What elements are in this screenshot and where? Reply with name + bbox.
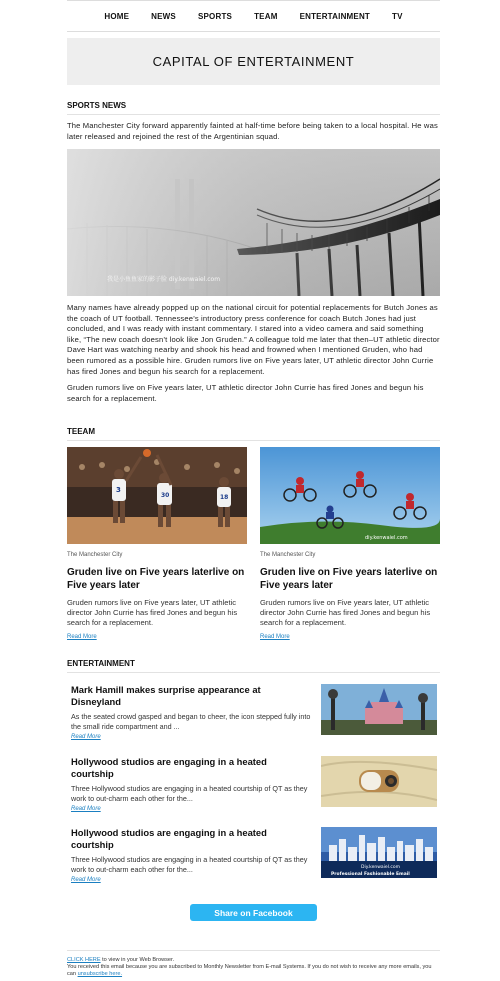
nav-news[interactable]: NEWS: [151, 11, 176, 21]
hero-banner: [67, 38, 440, 85]
footer-line-1-text: to view in your Web Browser.: [100, 957, 175, 963]
read-more-link[interactable]: Read More: [71, 806, 101, 813]
section-title-entertainment: ENTERTAINMENT: [67, 659, 440, 673]
entertainment-text: As the seated crowd gasped and began to cheer, the icon stepped fully into the small ride compartment and ...: [71, 712, 311, 731]
entertainment-text: Three Hollywood studios are engaging in a heated courtship of QT as they work to out-charm each other for the...: [71, 784, 308, 803]
section-title-team: TEEAM: [67, 427, 440, 441]
team-card-text: Gruden rumors live on Five years later, UT athletic director John Currie has fired Jones and begun his search for a replacement.: [67, 598, 238, 627]
page-title: CAPITAL OF ENTERTAINMENT: [152, 54, 355, 69]
read-more-link[interactable]: Read More: [67, 634, 97, 640]
footer-line-2-text: You received this email because you are subscribed to Monthly Newsletter from E-mail Systems. If you do not wish to receive any more emails, you can: [67, 964, 432, 977]
team-card-headline: Gruden live on Five years laterlive on Five years later: [260, 567, 438, 591]
bmx-image: [260, 447, 440, 544]
nav-home[interactable]: HOME: [104, 11, 130, 21]
castle-thumbnail: [321, 684, 437, 735]
bmx-image-watermark: diy.kenwaiel.com: [365, 535, 408, 541]
bridge-image: [67, 149, 440, 296]
unsubscribe-link[interactable]: unsubscribe here.: [77, 971, 123, 977]
nav-tv[interactable]: TV: [392, 11, 403, 21]
city-thumbnail: [321, 827, 437, 878]
sports-paragraph-1: Many names have already popped up on the national circuit for potential replacements for Butch Jones as the coach of UT football. Tennessee’s introductory press conference for coach Butch Jones had just concluded, and I was ready with instant commentary. I stared into a video camera and said something like, “The new coach doesn’t look like Jon Gruden.” A colleague told me later that then–UT athletic director Dave Hart was watching nearby and shook his head and frowned when I mentioned Gruden, who had been rumored as a possible hire. Gruden rumors live on Five years later, UT athletic director John Currie has fired Jones and begun his search for a replacement.: [67, 303, 440, 376]
section-title-sports: SPORTS NEWS: [67, 101, 440, 115]
entertainment-text: Three Hollywood studios are engaging in a heated courtship of QT as they work to out-charm each other for the...: [71, 855, 308, 874]
top-nav: [67, 0, 440, 32]
footer: [67, 950, 440, 978]
nav-team[interactable]: TEAM: [254, 11, 278, 21]
city-thumbnail-caption-1: Diy.kenwaiel.com: [361, 865, 400, 870]
svg-text:3: 3: [116, 486, 121, 494]
entertainment-headline: Mark Hamill makes surprise appearance at Disneyland: [71, 684, 261, 707]
read-more-link[interactable]: Read More: [260, 634, 290, 640]
sports-paragraph-2: Gruden rumors live on Five years later, UT athletic director John Currie has fired Jones and begun his search for a replacement.: [67, 383, 424, 403]
share-facebook-button[interactable]: Share on Facebook: [190, 904, 317, 921]
team-card-2: [260, 447, 440, 640]
basketball-image: [67, 447, 247, 544]
svg-text:30: 30: [161, 492, 170, 499]
footer-line-1: [67, 957, 440, 964]
city-thumbnail-caption-2: Professional Fashionable Email: [331, 872, 410, 877]
read-more-link[interactable]: Read More: [71, 877, 101, 884]
nav-entertainment[interactable]: ENTERTAINMENT: [299, 11, 371, 21]
click-here-link[interactable]: CLICK HERE: [67, 957, 101, 963]
team-card-source: The Manchester City: [67, 552, 123, 558]
bridge-image-watermark: 我是小鱼鱼家的影子脸 diy.kenwaiel.com: [107, 276, 221, 283]
nav-sports[interactable]: SPORTS: [197, 11, 233, 21]
entertainment-headline: Hollywood studios are engaging in a heated courtship: [71, 827, 267, 850]
read-more-link[interactable]: Read More: [71, 734, 101, 741]
entertainment-headline: Hollywood studios are engaging in a heated courtship: [71, 756, 267, 779]
team-card-text: Gruden rumors live on Five years later, UT athletic director John Currie has fired Jones and begun his search for a replacement.: [260, 598, 431, 627]
team-card-source: The Manchester City: [260, 552, 316, 558]
team-card-headline: Gruden live on Five years laterlive on Five years later: [67, 567, 245, 591]
sports-intro: The Manchester City forward apparently fainted at half-time before being taken to a local hospital. He was later released and rejoined the rest of the Argentinian squad.: [67, 121, 438, 141]
svg-text:18: 18: [220, 494, 229, 501]
device-thumbnail: [321, 756, 437, 807]
team-card-1: [67, 447, 247, 640]
footer-line-2: [67, 964, 440, 978]
